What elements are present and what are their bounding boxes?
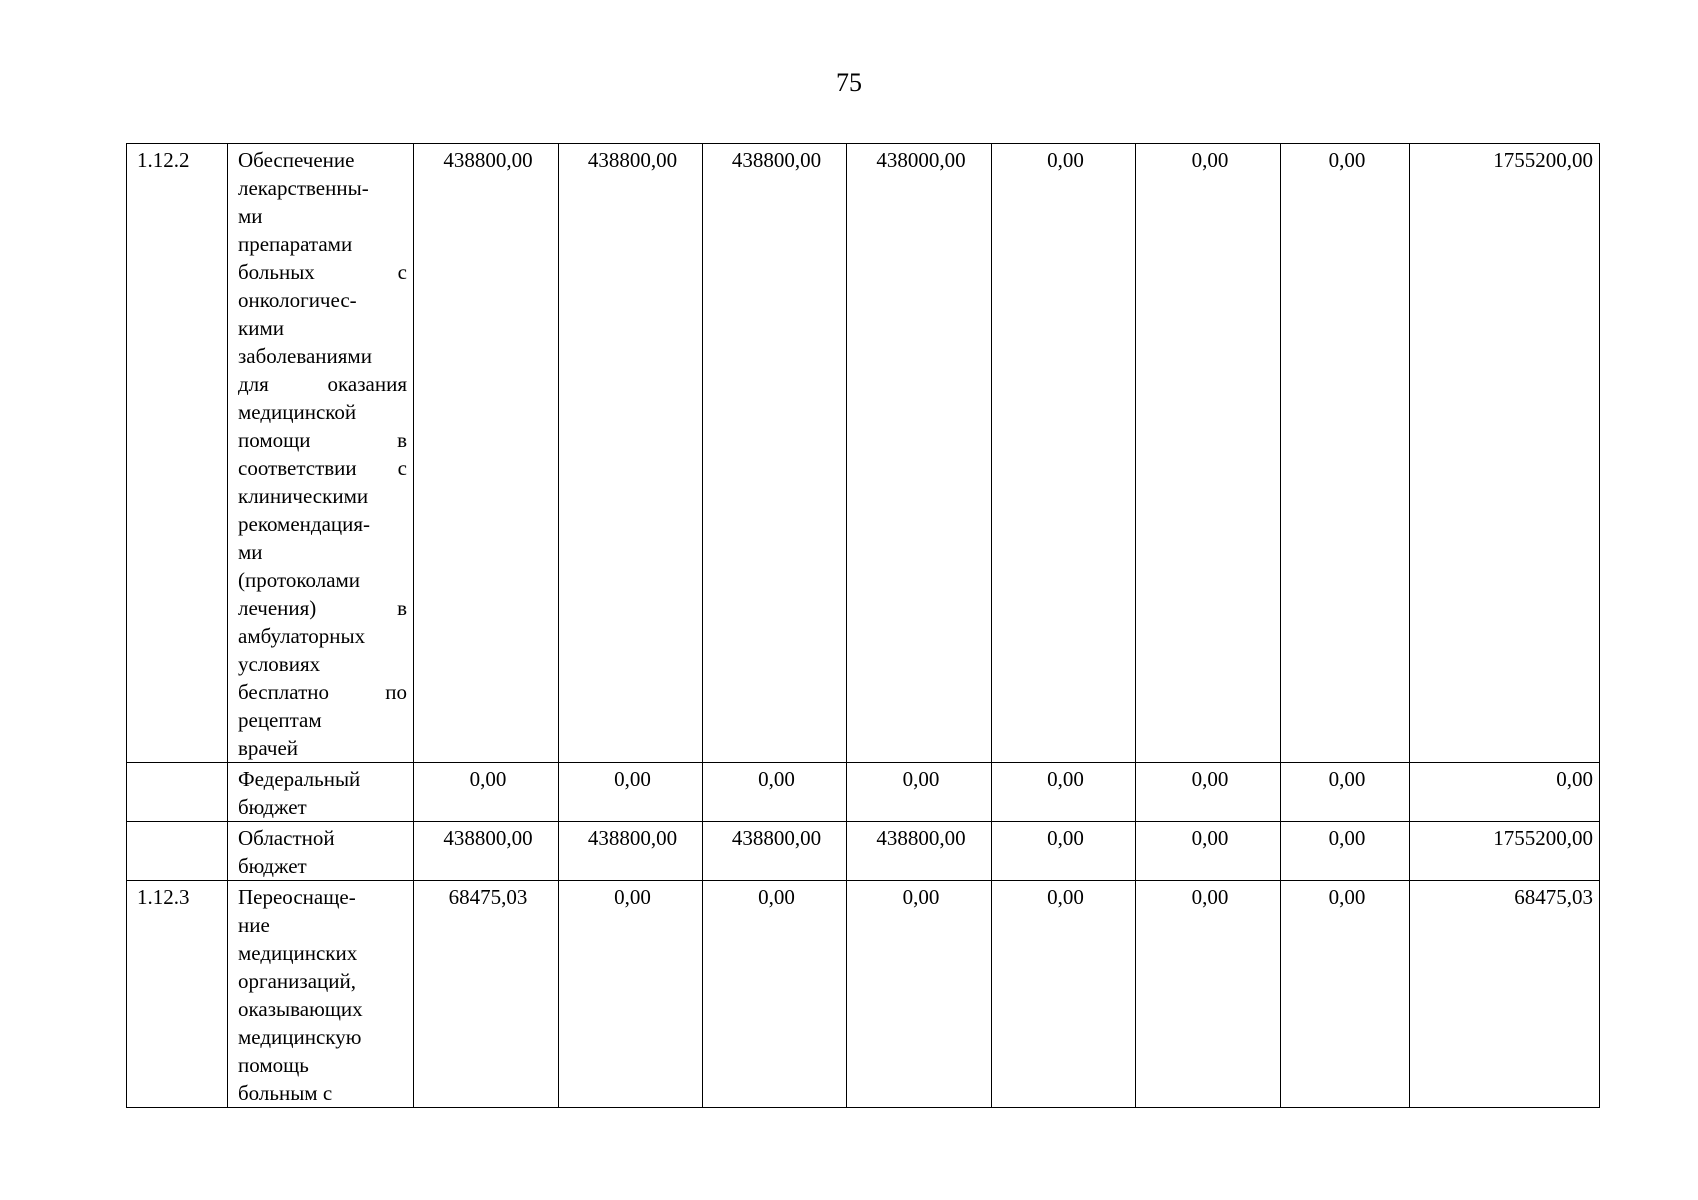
table-row (127, 144, 1600, 763)
row-name-line: помощь (238, 1053, 309, 1077)
row-value-cell: 0,00 (1281, 881, 1410, 1108)
row-total-cell: 68475,03 (1410, 881, 1600, 1108)
row-name-line: кими (238, 316, 284, 340)
row-name-line: условиях (238, 652, 321, 676)
row-name-line: Обеспечение (238, 148, 355, 172)
row-name-line: больным с (238, 1081, 333, 1105)
row-total-cell: 1755200,00 (1410, 822, 1600, 881)
table-row (127, 822, 1600, 881)
row-name-line: Областной (238, 826, 335, 850)
row-name-cell (228, 144, 414, 763)
row-value-cell: 0,00 (559, 881, 703, 1108)
row-value-cell: 0,00 (559, 763, 703, 822)
row-name-line: ми (238, 540, 263, 564)
row-name-line: клиническими (238, 484, 369, 508)
row-value-cell: 438800,00 (703, 822, 847, 881)
row-name-line: бесплатно по (238, 680, 407, 704)
row-value-cell: 0,00 (847, 881, 992, 1108)
row-value-cell: 0,00 (703, 881, 847, 1108)
page-number: 75 (836, 68, 862, 97)
row-name-line: препаратами (238, 232, 353, 256)
row-name-cell (228, 881, 414, 1108)
row-name-line: ми (238, 204, 263, 228)
row-name-line: соответствии с (238, 456, 407, 480)
row-value-cell: 438800,00 (559, 144, 703, 763)
row-value-cell: 0,00 (703, 763, 847, 822)
row-value-cell: 438800,00 (414, 144, 559, 763)
row-name-line: для оказания (238, 372, 407, 396)
row-code-cell (127, 763, 228, 822)
budget-table (126, 143, 1600, 1108)
row-value-cell: 0,00 (992, 763, 1136, 822)
table-row (127, 881, 1600, 1108)
row-name-line: онкологичес- (238, 288, 357, 312)
row-name-line: бюджет (238, 854, 307, 878)
row-name-line: амбулаторных (238, 624, 366, 648)
row-name-line: помощи в (238, 428, 407, 452)
row-total-cell: 0,00 (1410, 763, 1600, 822)
row-name-line: организаций, (238, 969, 356, 993)
row-value-cell: 438800,00 (559, 822, 703, 881)
row-name-line: лекарственны- (238, 176, 369, 200)
row-name-line: бюджет (238, 795, 307, 819)
row-name-line: медицинскую (238, 1025, 362, 1049)
row-name-line: рецептам (238, 708, 322, 732)
row-value-cell: 0,00 (847, 763, 992, 822)
row-value-cell: 68475,03 (414, 881, 559, 1108)
row-name-line: (протоколами (238, 568, 361, 592)
row-code-cell: 1.12.3 (127, 881, 228, 1108)
row-name-line: ние (238, 913, 270, 937)
row-value-cell: 438800,00 (703, 144, 847, 763)
row-value-cell: 438800,00 (847, 822, 992, 881)
row-name-line: больных с (238, 260, 407, 284)
row-code-cell (127, 822, 228, 881)
row-name-line: рекомендация- (238, 512, 371, 536)
row-name-line: врачей (238, 736, 299, 760)
row-name-line: заболеваниями (238, 344, 372, 368)
row-value-cell: 0,00 (992, 822, 1136, 881)
row-name-line: медицинской (238, 400, 357, 424)
row-value-cell: 0,00 (414, 763, 559, 822)
row-name-line: лечения) в (238, 596, 407, 620)
row-name-cell (228, 822, 414, 881)
row-value-cell: 0,00 (1136, 144, 1281, 763)
row-value-cell: 0,00 (992, 881, 1136, 1108)
row-total-cell: 1755200,00 (1410, 144, 1600, 763)
row-value-cell: 0,00 (992, 144, 1136, 763)
row-value-cell: 438000,00 (847, 144, 992, 763)
row-name-line: оказывающих (238, 997, 363, 1021)
row-name-cell (228, 763, 414, 822)
row-value-cell: 0,00 (1281, 763, 1410, 822)
table-body (127, 144, 1600, 1108)
table-row (127, 763, 1600, 822)
row-name-line: Федеральный (238, 767, 361, 791)
row-name-line: Переоснаще- (238, 885, 356, 909)
row-value-cell: 0,00 (1136, 763, 1281, 822)
row-value-cell: 0,00 (1281, 822, 1410, 881)
row-code-cell: 1.12.2 (127, 144, 228, 763)
row-value-cell: 0,00 (1136, 822, 1281, 881)
row-value-cell: 0,00 (1281, 144, 1410, 763)
row-value-cell: 0,00 (1136, 881, 1281, 1108)
row-value-cell: 438800,00 (414, 822, 559, 881)
row-name-line: медицинских (238, 941, 358, 965)
